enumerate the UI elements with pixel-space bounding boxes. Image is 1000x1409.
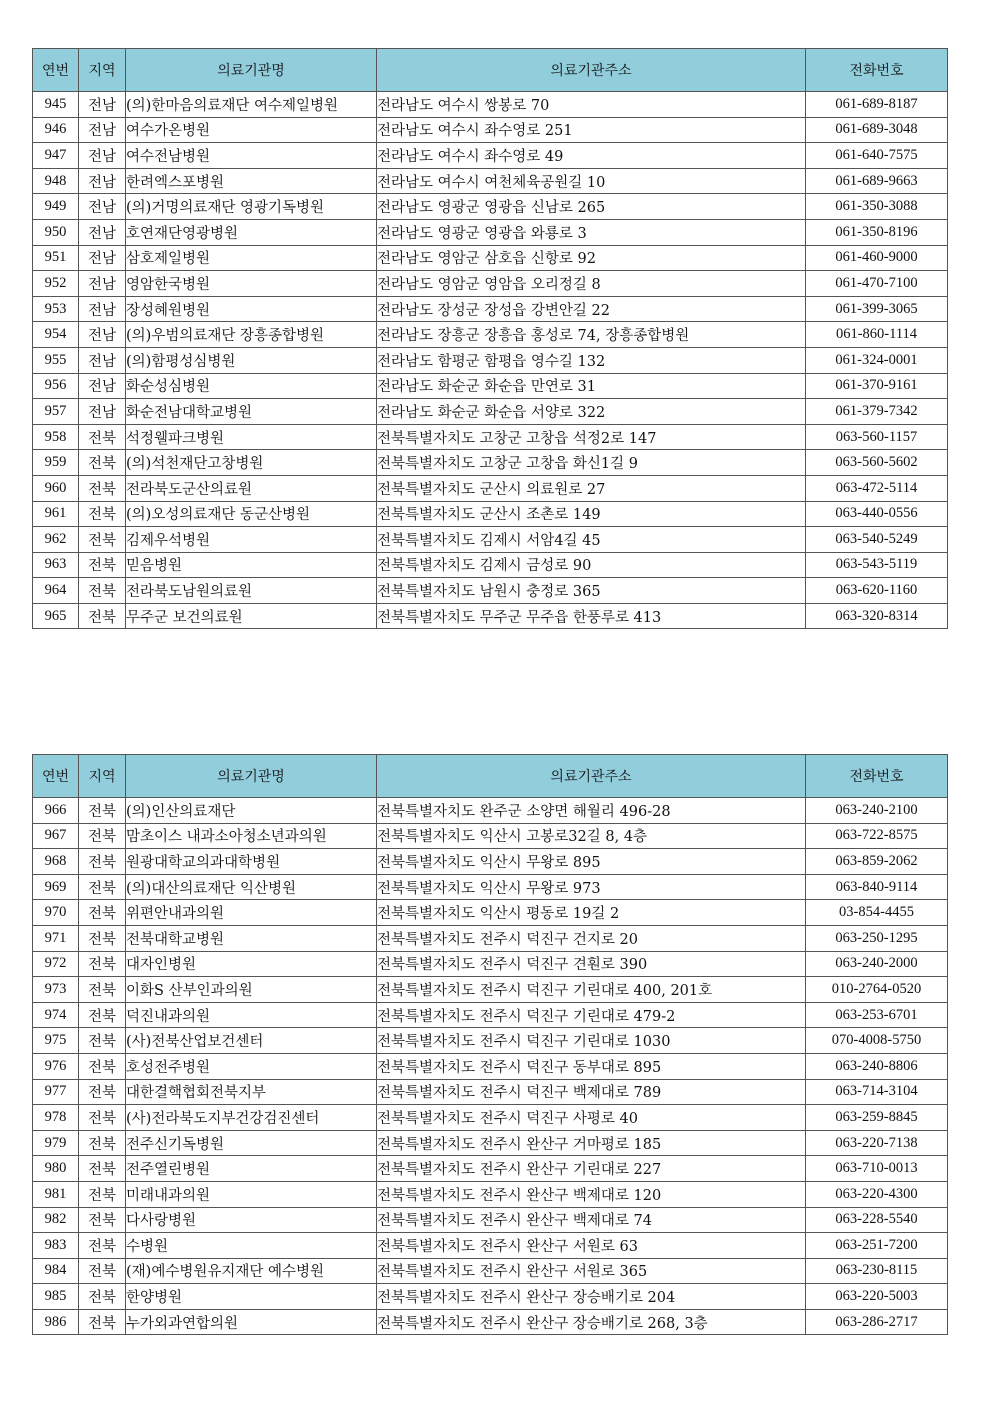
cell-institution-name: 미래내과의원 xyxy=(126,1181,377,1207)
cell-no: 986 xyxy=(33,1309,79,1335)
cell-institution-name: 한양병원 xyxy=(126,1284,377,1310)
cell-institution-name: 호성전주병원 xyxy=(126,1053,377,1079)
cell-address: 전북특별자치도 전주시 완산구 거마평로 185 xyxy=(377,1130,806,1156)
table-row xyxy=(33,1207,948,1233)
table-row xyxy=(33,951,948,977)
cell-region: 전북 xyxy=(79,823,126,849)
cell-region: 전북 xyxy=(79,552,126,578)
header-name: 의료기관명 xyxy=(126,755,377,798)
cell-region: 전남 xyxy=(79,245,126,271)
cell-region: 전북 xyxy=(79,1284,126,1310)
table-row xyxy=(33,117,948,143)
cell-institution-name: 믿음병원 xyxy=(126,552,377,578)
cell-region: 전북 xyxy=(79,450,126,476)
cell-address: 전라남도 장성군 장성읍 강변안길 22 xyxy=(377,296,806,322)
table-row xyxy=(33,823,948,849)
cell-address: 전라남도 화순군 화순읍 서양로 322 xyxy=(377,399,806,425)
cell-region: 전북 xyxy=(79,1028,126,1054)
cell-institution-name: (의)한마음의료재단 여수제일병원 xyxy=(126,92,377,118)
cell-phone: 063-710-0013 xyxy=(806,1156,948,1182)
cell-institution-name: 전라북도남원의료원 xyxy=(126,578,377,604)
table-row xyxy=(33,245,948,271)
cell-address: 전북특별자치도 전주시 완산구 백제대로 74 xyxy=(377,1207,806,1233)
cell-no: 967 xyxy=(33,823,79,849)
cell-no: 957 xyxy=(33,399,79,425)
cell-no: 980 xyxy=(33,1156,79,1182)
cell-phone: 061-379-7342 xyxy=(806,399,948,425)
cell-region: 전북 xyxy=(79,1105,126,1131)
cell-region: 전북 xyxy=(79,1079,126,1105)
cell-institution-name: 석정웰파크병원 xyxy=(126,424,377,450)
cell-no: 971 xyxy=(33,925,79,951)
table-row xyxy=(33,527,948,553)
table-row xyxy=(33,1105,948,1131)
cell-no: 982 xyxy=(33,1207,79,1233)
table-row xyxy=(33,603,948,629)
cell-institution-name: 누가외과연합의원 xyxy=(126,1309,377,1335)
hospital-table-1 xyxy=(32,48,948,629)
table-row xyxy=(33,552,948,578)
cell-region: 전북 xyxy=(79,874,126,900)
table-row xyxy=(33,194,948,220)
cell-institution-name: 무주군 보건의료원 xyxy=(126,603,377,629)
cell-phone: 063-714-3104 xyxy=(806,1079,948,1105)
cell-no: 976 xyxy=(33,1053,79,1079)
cell-region: 전남 xyxy=(79,143,126,169)
table-row xyxy=(33,424,948,450)
cell-region: 전남 xyxy=(79,117,126,143)
table-row xyxy=(33,1002,948,1028)
header-no: 연번 xyxy=(33,755,79,798)
cell-address: 전북특별자치도 고창군 고창읍 화신1길 9 xyxy=(377,450,806,476)
cell-address: 전북특별자치도 완주군 소양면 해월리 496-28 xyxy=(377,798,806,824)
cell-institution-name: (의)오성의료재단 동군산병원 xyxy=(126,501,377,527)
table-row xyxy=(33,1028,948,1054)
cell-phone: 063-253-6701 xyxy=(806,1002,948,1028)
table-header-row xyxy=(33,755,948,798)
cell-phone: 063-320-8314 xyxy=(806,603,948,629)
cell-region: 전남 xyxy=(79,373,126,399)
cell-phone: 063-228-5540 xyxy=(806,1207,948,1233)
cell-region: 전북 xyxy=(79,849,126,875)
cell-phone: 063-240-2100 xyxy=(806,798,948,824)
cell-no: 955 xyxy=(33,347,79,373)
cell-no: 951 xyxy=(33,245,79,271)
cell-address: 전북특별자치도 군산시 조촌로 149 xyxy=(377,501,806,527)
cell-address: 전라남도 여수시 여천체육공원길 10 xyxy=(377,168,806,194)
cell-phone: 063-840-9114 xyxy=(806,874,948,900)
cell-no: 946 xyxy=(33,117,79,143)
cell-address: 전라남도 장흥군 장흥읍 홍성로 74, 장흥종합병원 xyxy=(377,322,806,348)
cell-address: 전북특별자치도 전주시 덕진구 기린대로 1030 xyxy=(377,1028,806,1054)
table-row xyxy=(33,219,948,245)
cell-no: 963 xyxy=(33,552,79,578)
cell-institution-name: 전주열린병원 xyxy=(126,1156,377,1182)
cell-region: 전북 xyxy=(79,1207,126,1233)
cell-address: 전북특별자치도 전주시 덕진구 건지로 20 xyxy=(377,925,806,951)
cell-region: 전북 xyxy=(79,951,126,977)
hospital-table-2 xyxy=(32,754,948,1335)
cell-phone: 063-540-5249 xyxy=(806,527,948,553)
cell-phone: 063-286-2717 xyxy=(806,1309,948,1335)
cell-region: 전북 xyxy=(79,1233,126,1259)
cell-address: 전북특별자치도 익산시 평동로 19길 2 xyxy=(377,900,806,926)
cell-no: 953 xyxy=(33,296,79,322)
cell-no: 950 xyxy=(33,219,79,245)
cell-phone: 063-240-8806 xyxy=(806,1053,948,1079)
cell-phone: 063-220-5003 xyxy=(806,1284,948,1310)
cell-address: 전북특별자치도 전주시 완산구 장승배기로 268, 3층 xyxy=(377,1309,806,1335)
cell-phone: 061-350-3088 xyxy=(806,194,948,220)
cell-institution-name: 영암한국병원 xyxy=(126,271,377,297)
cell-region: 전남 xyxy=(79,194,126,220)
header-no: 연번 xyxy=(33,49,79,92)
cell-no: 985 xyxy=(33,1284,79,1310)
cell-address: 전북특별자치도 익산시 무왕로 973 xyxy=(377,874,806,900)
cell-phone: 010-2764-0520 xyxy=(806,977,948,1003)
table-row xyxy=(33,1130,948,1156)
cell-no: 968 xyxy=(33,849,79,875)
cell-institution-name: (의)함평성심병원 xyxy=(126,347,377,373)
cell-phone: 061-470-7100 xyxy=(806,271,948,297)
table-row xyxy=(33,450,948,476)
cell-region: 전북 xyxy=(79,900,126,926)
cell-institution-name: 이화S 산부인과의원 xyxy=(126,977,377,1003)
cell-institution-name: 위편안내과의원 xyxy=(126,900,377,926)
header-region: 지역 xyxy=(79,755,126,798)
cell-address: 전라남도 영암군 영암읍 오리정길 8 xyxy=(377,271,806,297)
cell-no: 956 xyxy=(33,373,79,399)
cell-address: 전라남도 함평군 함평읍 영수길 132 xyxy=(377,347,806,373)
cell-no: 979 xyxy=(33,1130,79,1156)
cell-phone: 063-440-0556 xyxy=(806,501,948,527)
cell-institution-name: 맘초이스 내과소아청소년과의원 xyxy=(126,823,377,849)
cell-phone: 063-722-8575 xyxy=(806,823,948,849)
cell-region: 전남 xyxy=(79,271,126,297)
cell-institution-name: (사)전북산업보건센터 xyxy=(126,1028,377,1054)
cell-region: 전북 xyxy=(79,424,126,450)
header-region: 지역 xyxy=(79,49,126,92)
cell-region: 전남 xyxy=(79,168,126,194)
cell-address: 전북특별자치도 전주시 완산구 서원로 365 xyxy=(377,1258,806,1284)
cell-no: 962 xyxy=(33,527,79,553)
cell-phone: 063-543-5119 xyxy=(806,552,948,578)
cell-address: 전북특별자치도 전주시 완산구 백제대로 120 xyxy=(377,1181,806,1207)
cell-region: 전북 xyxy=(79,798,126,824)
header-address: 의료기관주소 xyxy=(377,755,806,798)
cell-address: 전북특별자치도 익산시 무왕로 895 xyxy=(377,849,806,875)
cell-institution-name: (재)예수병원유지재단 예수병원 xyxy=(126,1258,377,1284)
cell-phone: 070-4008-5750 xyxy=(806,1028,948,1054)
cell-address: 전라남도 영광군 영광읍 와룡로 3 xyxy=(377,219,806,245)
header-address: 의료기관주소 xyxy=(377,49,806,92)
cell-region: 전북 xyxy=(79,475,126,501)
header-phone: 전화번호 xyxy=(806,755,948,798)
cell-phone: 03-854-4455 xyxy=(806,900,948,926)
cell-address: 전북특별자치도 전주시 덕진구 견훤로 390 xyxy=(377,951,806,977)
cell-no: 948 xyxy=(33,168,79,194)
table-row xyxy=(33,1181,948,1207)
cell-region: 전북 xyxy=(79,603,126,629)
cell-region: 전남 xyxy=(79,219,126,245)
cell-address: 전라남도 영암군 삼호읍 신항로 92 xyxy=(377,245,806,271)
cell-institution-name: (의)거명의료재단 영광기독병원 xyxy=(126,194,377,220)
cell-no: 973 xyxy=(33,977,79,1003)
cell-institution-name: 한려엑스포병원 xyxy=(126,168,377,194)
cell-no: 975 xyxy=(33,1028,79,1054)
cell-phone: 063-560-1157 xyxy=(806,424,948,450)
cell-institution-name: 전라북도군산의료원 xyxy=(126,475,377,501)
cell-address: 전북특별자치도 전주시 덕진구 동부대로 895 xyxy=(377,1053,806,1079)
cell-phone: 063-250-1295 xyxy=(806,925,948,951)
cell-institution-name: 전북대학교병원 xyxy=(126,925,377,951)
cell-phone: 061-324-0001 xyxy=(806,347,948,373)
cell-phone: 063-220-4300 xyxy=(806,1181,948,1207)
cell-no: 945 xyxy=(33,92,79,118)
cell-address: 전북특별자치도 전주시 덕진구 사평로 40 xyxy=(377,1105,806,1131)
cell-no: 954 xyxy=(33,322,79,348)
cell-address: 전북특별자치도 전주시 완산구 서원로 63 xyxy=(377,1233,806,1259)
cell-region: 전북 xyxy=(79,1130,126,1156)
cell-no: 977 xyxy=(33,1079,79,1105)
cell-address: 전북특별자치도 전주시 덕진구 기린대로 479-2 xyxy=(377,1002,806,1028)
cell-institution-name: 여수가온병원 xyxy=(126,117,377,143)
cell-region: 전북 xyxy=(79,1309,126,1335)
table-row xyxy=(33,1053,948,1079)
cell-institution-name: 다사랑병원 xyxy=(126,1207,377,1233)
cell-phone: 061-689-8187 xyxy=(806,92,948,118)
table-row xyxy=(33,1258,948,1284)
cell-institution-name: (사)전라북도지부건강검진센터 xyxy=(126,1105,377,1131)
cell-region: 전북 xyxy=(79,1053,126,1079)
cell-no: 974 xyxy=(33,1002,79,1028)
cell-phone: 063-240-2000 xyxy=(806,951,948,977)
cell-no: 984 xyxy=(33,1258,79,1284)
table-row xyxy=(33,925,948,951)
cell-institution-name: 화순성심병원 xyxy=(126,373,377,399)
cell-phone: 061-640-7575 xyxy=(806,143,948,169)
cell-institution-name: 덕진내과의원 xyxy=(126,1002,377,1028)
cell-no: 970 xyxy=(33,900,79,926)
cell-institution-name: 여수전남병원 xyxy=(126,143,377,169)
cell-phone: 061-460-9000 xyxy=(806,245,948,271)
cell-phone: 063-859-2062 xyxy=(806,849,948,875)
table-row xyxy=(33,1284,948,1310)
cell-institution-name: 삼호제일병원 xyxy=(126,245,377,271)
cell-phone: 063-259-8845 xyxy=(806,1105,948,1131)
cell-institution-name: (의)대산의료재단 익산병원 xyxy=(126,874,377,900)
cell-region: 전북 xyxy=(79,977,126,1003)
cell-phone: 063-251-7200 xyxy=(806,1233,948,1259)
cell-region: 전남 xyxy=(79,399,126,425)
table-row xyxy=(33,347,948,373)
cell-address: 전북특별자치도 전주시 완산구 기린대로 227 xyxy=(377,1156,806,1182)
cell-address: 전라남도 여수시 좌수영로 49 xyxy=(377,143,806,169)
table-row xyxy=(33,900,948,926)
cell-address: 전라남도 화순군 화순읍 만연로 31 xyxy=(377,373,806,399)
cell-phone: 061-860-1114 xyxy=(806,322,948,348)
cell-region: 전남 xyxy=(79,322,126,348)
cell-phone: 063-220-7138 xyxy=(806,1130,948,1156)
table-row xyxy=(33,1309,948,1335)
cell-no: 981 xyxy=(33,1181,79,1207)
table-row xyxy=(33,1156,948,1182)
cell-no: 961 xyxy=(33,501,79,527)
table-row xyxy=(33,475,948,501)
cell-no: 966 xyxy=(33,798,79,824)
cell-phone: 063-472-5114 xyxy=(806,475,948,501)
cell-no: 972 xyxy=(33,951,79,977)
cell-no: 978 xyxy=(33,1105,79,1131)
header-name: 의료기관명 xyxy=(126,49,377,92)
header-phone: 전화번호 xyxy=(806,49,948,92)
cell-no: 983 xyxy=(33,1233,79,1259)
cell-institution-name: 대자인병원 xyxy=(126,951,377,977)
cell-phone: 061-370-9161 xyxy=(806,373,948,399)
cell-phone: 061-350-8196 xyxy=(806,219,948,245)
table-row xyxy=(33,168,948,194)
cell-region: 전북 xyxy=(79,1002,126,1028)
cell-institution-name: 전주신기독병원 xyxy=(126,1130,377,1156)
cell-address: 전북특별자치도 무주군 무주읍 한풍루로 413 xyxy=(377,603,806,629)
cell-region: 전남 xyxy=(79,296,126,322)
cell-phone: 063-230-8115 xyxy=(806,1258,948,1284)
cell-region: 전북 xyxy=(79,578,126,604)
cell-address: 전북특별자치도 전주시 덕진구 기린대로 400, 201호 xyxy=(377,977,806,1003)
cell-no: 965 xyxy=(33,603,79,629)
cell-address: 전북특별자치도 전주시 덕진구 백제대로 789 xyxy=(377,1079,806,1105)
cell-no: 958 xyxy=(33,424,79,450)
cell-no: 949 xyxy=(33,194,79,220)
cell-region: 전북 xyxy=(79,1156,126,1182)
cell-no: 969 xyxy=(33,874,79,900)
cell-address: 전북특별자치도 고창군 고창읍 석정2로 147 xyxy=(377,424,806,450)
table-row xyxy=(33,798,948,824)
cell-address: 전라남도 여수시 좌수영로 251 xyxy=(377,117,806,143)
table-row xyxy=(33,977,948,1003)
cell-phone: 063-560-5602 xyxy=(806,450,948,476)
table-row xyxy=(33,849,948,875)
table-row xyxy=(33,501,948,527)
table-row xyxy=(33,874,948,900)
cell-institution-name: (의)석천재단고창병원 xyxy=(126,450,377,476)
cell-no: 959 xyxy=(33,450,79,476)
table-row xyxy=(33,143,948,169)
cell-address: 전라남도 영광군 영광읍 신남로 265 xyxy=(377,194,806,220)
cell-no: 960 xyxy=(33,475,79,501)
table-header-row xyxy=(33,49,948,92)
cell-address: 전북특별자치도 김제시 금성로 90 xyxy=(377,552,806,578)
cell-institution-name: 대한결핵협회전북지부 xyxy=(126,1079,377,1105)
table-row xyxy=(33,296,948,322)
cell-region: 전북 xyxy=(79,527,126,553)
cell-no: 947 xyxy=(33,143,79,169)
cell-region: 전북 xyxy=(79,501,126,527)
table-row xyxy=(33,271,948,297)
cell-address: 전북특별자치도 남원시 충정로 365 xyxy=(377,578,806,604)
cell-institution-name: (의)인산의료재단 xyxy=(126,798,377,824)
cell-institution-name: 김제우석병원 xyxy=(126,527,377,553)
cell-address: 전라남도 여수시 쌍봉로 70 xyxy=(377,92,806,118)
table-row xyxy=(33,322,948,348)
table-row xyxy=(33,92,948,118)
cell-region: 전북 xyxy=(79,1258,126,1284)
cell-phone: 061-399-3065 xyxy=(806,296,948,322)
table-row xyxy=(33,399,948,425)
cell-region: 전남 xyxy=(79,347,126,373)
cell-institution-name: 화순전남대학교병원 xyxy=(126,399,377,425)
cell-region: 전남 xyxy=(79,92,126,118)
cell-phone: 063-620-1160 xyxy=(806,578,948,604)
cell-address: 전북특별자치도 전주시 완산구 장승배기로 204 xyxy=(377,1284,806,1310)
cell-region: 전북 xyxy=(79,925,126,951)
cell-institution-name: 수병원 xyxy=(126,1233,377,1259)
table-row xyxy=(33,1233,948,1259)
cell-no: 952 xyxy=(33,271,79,297)
cell-institution-name: (의)우범의료재단 장흥종합병원 xyxy=(126,322,377,348)
cell-institution-name: 장성혜원병원 xyxy=(126,296,377,322)
cell-address: 전북특별자치도 김제시 서암4길 45 xyxy=(377,527,806,553)
table-row xyxy=(33,1079,948,1105)
cell-institution-name: 원광대학교의과대학병원 xyxy=(126,849,377,875)
cell-no: 964 xyxy=(33,578,79,604)
cell-institution-name: 호연재단영광병원 xyxy=(126,219,377,245)
table-row xyxy=(33,373,948,399)
cell-address: 전북특별자치도 군산시 의료원로 27 xyxy=(377,475,806,501)
table-row xyxy=(33,578,948,604)
cell-region: 전북 xyxy=(79,1181,126,1207)
table-body xyxy=(33,798,948,1335)
cell-address: 전북특별자치도 익산시 고봉로32길 8, 4층 xyxy=(377,823,806,849)
table-body xyxy=(33,92,948,629)
cell-phone: 061-689-9663 xyxy=(806,168,948,194)
cell-phone: 061-689-3048 xyxy=(806,117,948,143)
